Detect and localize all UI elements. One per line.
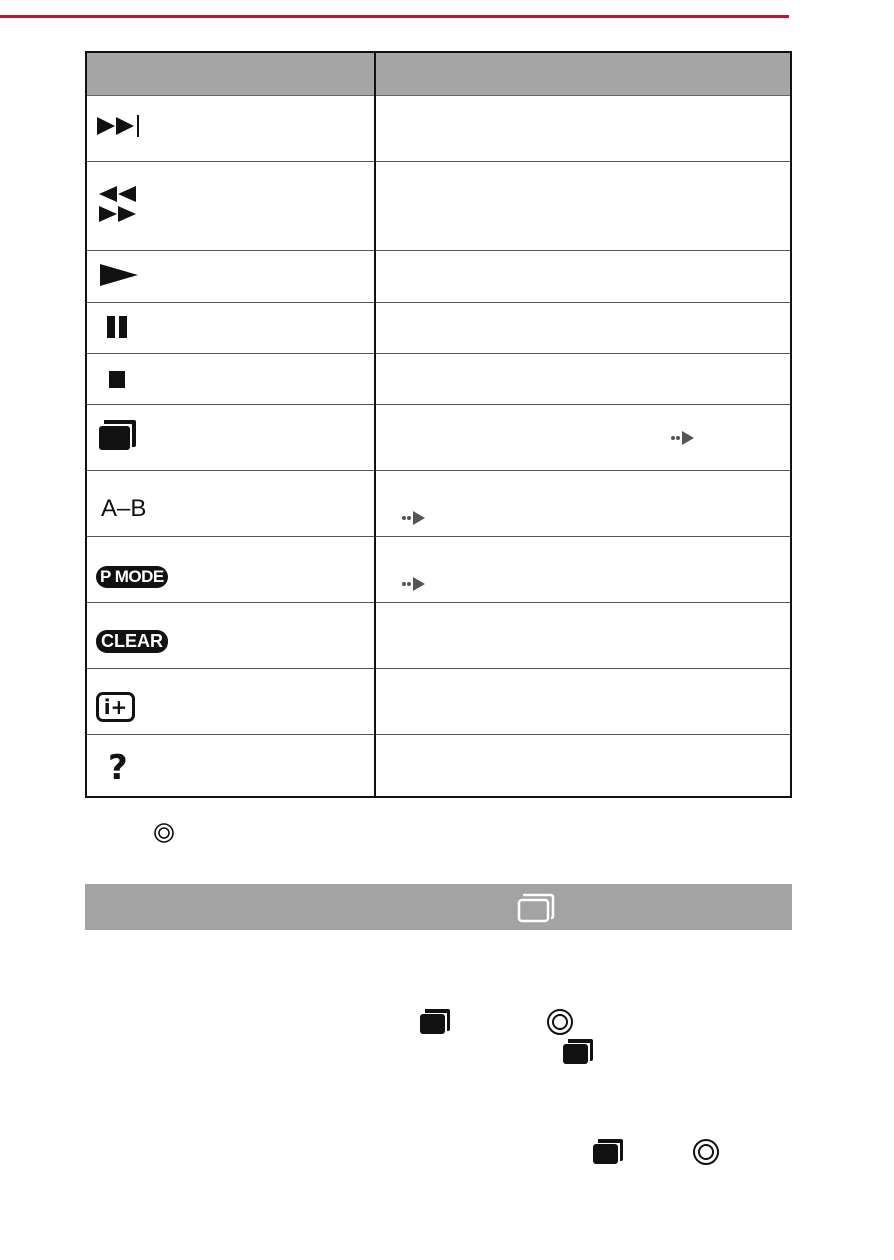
function-table: [85, 51, 792, 798]
icon-cell: [86, 471, 375, 537]
icon-cell: [86, 303, 375, 354]
table-row: [86, 603, 791, 669]
table-row: [86, 96, 791, 162]
icon-cell: [86, 669, 375, 735]
desc-cell: [375, 735, 791, 797]
page-reference-arrow-icon: [401, 575, 427, 591]
icon-cell: [86, 354, 375, 405]
desc-cell: [375, 537, 791, 603]
desc-cell: [375, 303, 791, 354]
clear-badge-icon: [96, 630, 168, 653]
table-row: [86, 303, 791, 354]
table-row: [86, 471, 791, 537]
repeat-layers-icon: [96, 417, 140, 458]
page-reference-arrow-icon: [670, 429, 696, 445]
desc-cell: [375, 603, 791, 669]
a-b-repeat-icon: [96, 485, 146, 523]
top-accent-rule: [0, 15, 789, 18]
table-row: [86, 162, 791, 251]
header-function-column: [375, 52, 791, 96]
table-row: [86, 735, 791, 797]
pause-icon: [96, 313, 140, 344]
desc-cell: [375, 251, 791, 303]
section-heading-bar: [85, 884, 792, 930]
desc-cell: [375, 354, 791, 405]
desc-cell: [375, 96, 791, 162]
table-row: [86, 669, 791, 735]
icon-cell: [86, 603, 375, 669]
desc-cell: [375, 471, 791, 537]
icon-cell: [86, 96, 375, 162]
play-icon: [96, 261, 140, 292]
help-question-icon: [96, 742, 128, 788]
icon-cell: [86, 537, 375, 603]
desc-cell: [375, 405, 791, 471]
footnote: [153, 822, 175, 849]
table-row: [86, 405, 791, 471]
icon-cell: [86, 735, 375, 797]
icon-cell: [86, 405, 375, 471]
desc-cell: [375, 669, 791, 735]
repeat-layers-icon: [516, 893, 556, 923]
icon-cell: [86, 162, 375, 251]
table-header-row: [86, 52, 791, 96]
help-label: ?: [108, 748, 128, 789]
header-button-column: [86, 52, 375, 96]
table-row: [86, 354, 791, 405]
rewind-fast-forward-icon: [96, 183, 140, 230]
p-mode-badge-icon: [96, 566, 168, 588]
stop-icon: [96, 364, 140, 395]
next-track-icon: [96, 114, 144, 143]
icon-cell: [86, 251, 375, 303]
enter-button-icon: [153, 822, 175, 844]
table-row: [86, 537, 791, 603]
desc-cell: [375, 162, 791, 251]
table-row: [86, 251, 791, 303]
clear-label: CLEAR: [101, 631, 163, 651]
enter-button-icon: [691, 1137, 721, 1167]
repeat-layers-icon: [418, 1007, 452, 1037]
p-mode-label: P MODE: [100, 566, 164, 586]
enter-button-icon: [545, 1007, 575, 1037]
page-reference-arrow-icon: [401, 509, 427, 525]
repeat-layers-icon: [591, 1137, 625, 1167]
info-plus-label: i+: [103, 694, 128, 719]
repeat-layers-icon: [561, 1037, 595, 1067]
a-b-label: A–B: [101, 494, 147, 522]
info-plus-icon: [96, 692, 135, 722]
